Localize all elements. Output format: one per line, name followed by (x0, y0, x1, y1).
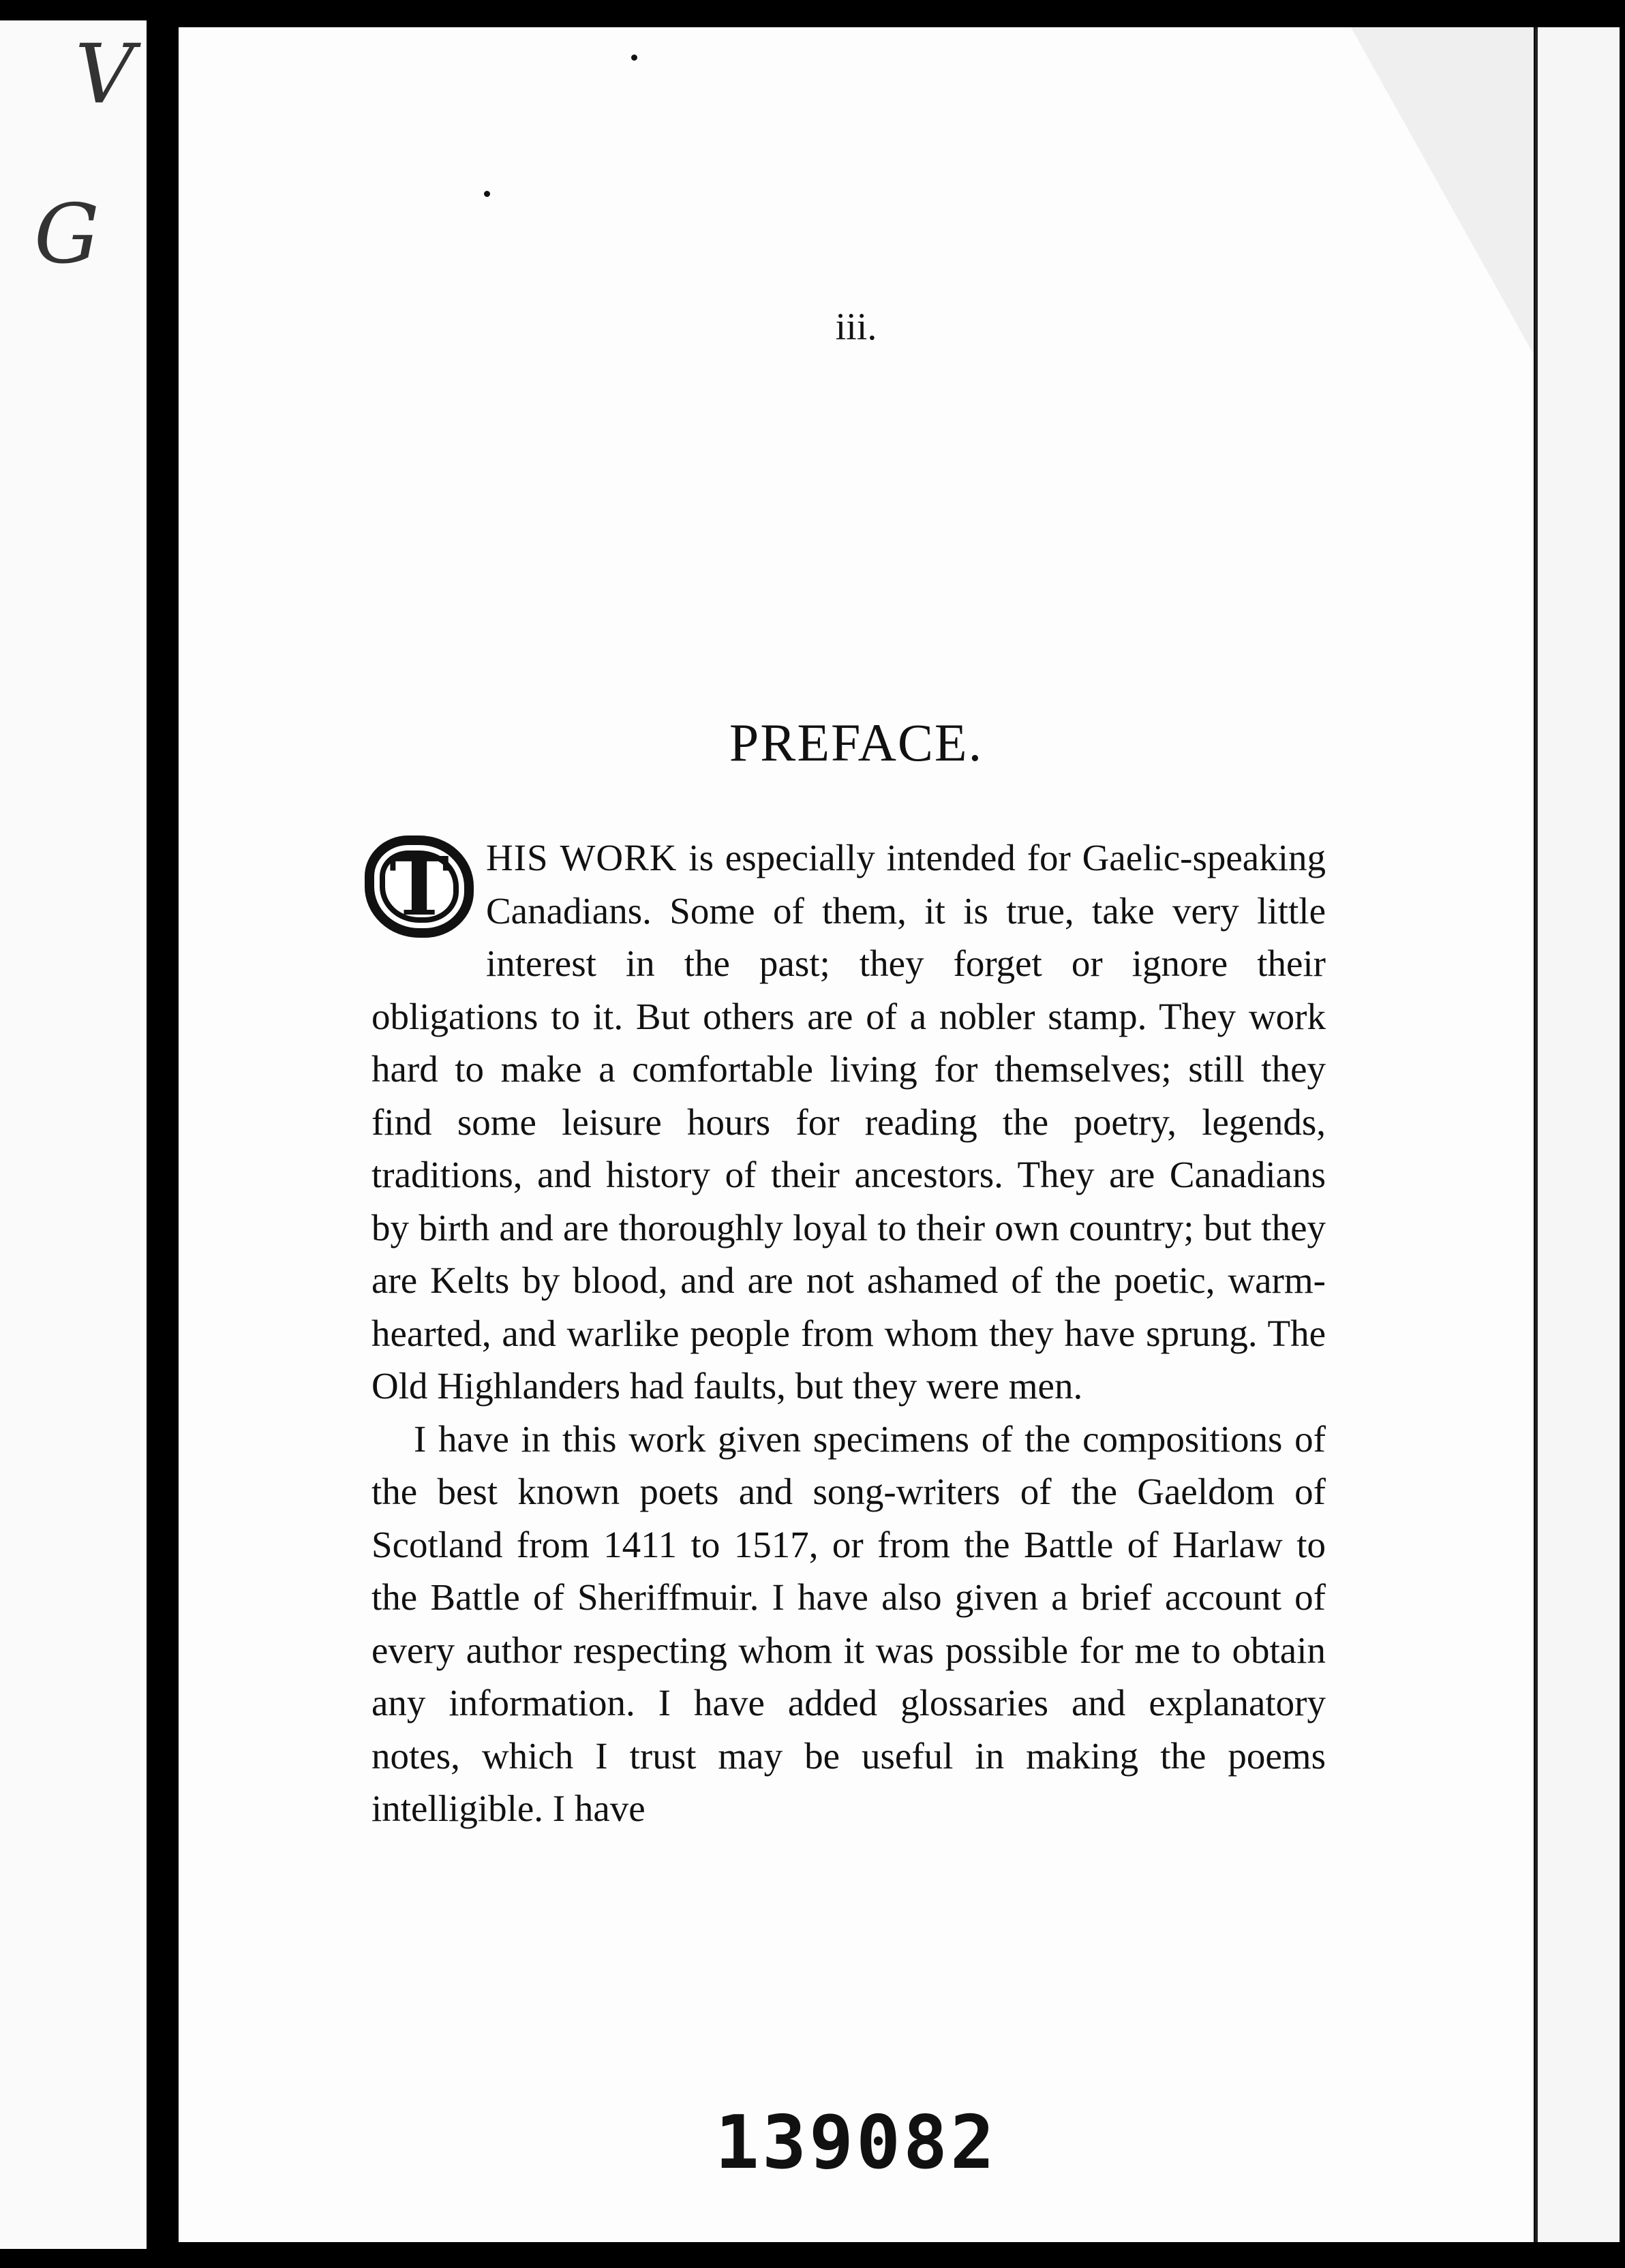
margin-mark-v: V (75, 27, 134, 122)
accession-stamp: 139082 (714, 2100, 998, 2186)
page-title: PREFACE. (729, 713, 984, 772)
paragraph-2: I have in this work given specimens of the compositions of the best known poets and song-writers of the Gaeldom of Scotland from 1411 to 1517, or from the Battle of Harlaw to the Battle of Sheriffmuir. I have also given a brief account of every author respecting whom it was possible for me to obtain any information. I have added glossaries and explanatory notes, which I trust may be useful in making the poems intelligible. I have (371, 1418, 1326, 1829)
paragraph-1 (371, 831, 1326, 1413)
preface-text (371, 831, 1326, 1835)
page-number: iii. (835, 306, 877, 348)
paragraph-1-text: is especially intended for Gaelic-speaking Canadians. Some of them, it is true, take very little interest in the past; they forget or ignore their obligations to it. But others are of a nobler stamp. They work hard to make a comfortable living for themselves; still they find some leisure hours for reading the poetry, legends, traditions, and history of their ancestors. They are Canadians by birth and are thoroughly loyal to their own country; but they are Kelts by blood, and are not ashamed of the poetic, warm-hearted, and warlike people from whom they have sprung. The Old Highlanders had faults, but they were men. (371, 837, 1326, 1407)
opening-words: HIS WORK (486, 837, 678, 878)
left-margin-strip (0, 20, 147, 2249)
ink-speck (484, 191, 490, 197)
drop-cap-initial (365, 836, 474, 938)
book-page (179, 27, 1534, 2242)
ink-speck (631, 55, 637, 61)
drop-cap-letter: T (389, 839, 449, 934)
margin-mark-g: G (34, 187, 100, 282)
right-margin-strip (1535, 27, 1620, 2242)
